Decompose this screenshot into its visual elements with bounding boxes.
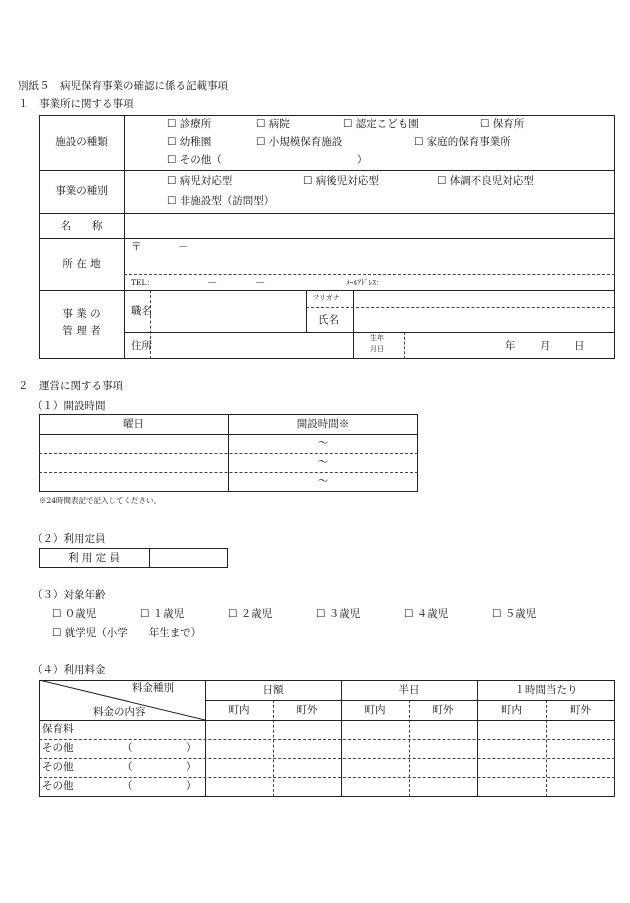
tel-dash-1: － (207, 277, 218, 289)
manager-label-1: 事 業 の (62, 308, 101, 320)
checkbox-sick-child[interactable]: ☐ 病児対応型 (167, 175, 233, 187)
hourly-header: １時間当たり (514, 684, 578, 696)
hourly-out-town: 町外 (570, 704, 591, 716)
hourly-in-town: 町内 (501, 704, 522, 716)
weekday-header: 曜日 (123, 418, 144, 430)
day-label: 日 (574, 340, 585, 352)
checkbox-family-childcare[interactable]: ☐ 家庭的保育事業所 (414, 136, 511, 148)
checkbox-age-1[interactable]: ☐ １歳児 (140, 608, 185, 620)
checkbox-school-age[interactable]: ☐ 就学児（小学 年生まで） (52, 627, 202, 639)
address-field[interactable] (190, 240, 610, 272)
month-label: 月 (540, 340, 551, 352)
fee-kind-header: 料金種別 (132, 682, 174, 694)
hours-tilde-2: ～ (317, 456, 329, 468)
hours-header: 開設時間※ (296, 418, 350, 430)
hours-note: ※24時間表記で記入してください。 (39, 496, 162, 505)
other-row-1-open: （ (122, 742, 133, 754)
other-paren-close: ） (357, 154, 368, 166)
hours-heading: （１）開設時間 (32, 400, 106, 412)
half-day-header: 半日 (398, 684, 420, 696)
name-label: 名 称 (60, 220, 103, 232)
daily-header: 日額 (262, 684, 284, 696)
capacity-heading: （２）利用定員 (32, 533, 106, 545)
section-2-heading: ２ 運営に関する事項 (18, 380, 123, 392)
residence-label: 住所 (131, 340, 152, 352)
tel-label: TEL： (131, 278, 154, 287)
residence-field[interactable] (152, 333, 352, 358)
person-name-label: 氏名 (318, 314, 339, 326)
half-in-town: 町内 (364, 704, 386, 716)
hours-tilde-1: ～ (317, 437, 329, 449)
checkbox-clinic[interactable]: ☐ 診療所 (167, 118, 212, 130)
checkbox-other[interactable]: ☐ その他（ (167, 154, 222, 166)
checkbox-small-nursery[interactable]: ☐ 小規模保育施設 (256, 136, 343, 148)
email-label: ﾒｰﾙｱﾄﾞﾚｽ： (346, 278, 384, 287)
daily-out-town: 町外 (296, 704, 318, 716)
capacity-field[interactable] (151, 549, 227, 567)
daily-in-town: 町内 (228, 704, 250, 716)
checkbox-age-2[interactable]: ☐ ２歳児 (228, 608, 273, 620)
birth-label-2: 月日 (370, 345, 384, 353)
checkbox-age-3[interactable]: ☐ ３歳児 (316, 608, 361, 620)
checkbox-hospital[interactable]: ☐ 病院 (256, 118, 290, 130)
other-row-1-close: ） (186, 742, 197, 754)
post-label: 職名 (131, 305, 152, 317)
business-type-label: 事業の種別 (55, 185, 108, 197)
manager-label-2: 管 理 者 (62, 325, 101, 337)
checkbox-age-0[interactable]: ☐ ０歳児 (52, 608, 97, 620)
half-out-town: 町外 (432, 704, 454, 716)
checkbox-age-5[interactable]: ☐ ５歳児 (492, 608, 537, 620)
name-field[interactable] (125, 214, 614, 237)
hours-tilde-3: ～ (317, 475, 329, 487)
section-1-heading: １ 事業所に関する事項 (18, 98, 134, 110)
postal-dash: － (178, 241, 189, 253)
checkbox-nursery[interactable]: ☐ 保育所 (480, 118, 525, 130)
furigana-label: フリガナ (312, 294, 340, 302)
other-row-2: その他 (42, 761, 74, 773)
age-heading: （３）対象年齢 (32, 589, 106, 601)
document-title: 別紙５ 病児保育事業の確認に係る記載事項 (18, 80, 228, 92)
facility-type-label: 施設の種類 (55, 136, 108, 148)
other-row-3: その他 (42, 780, 74, 792)
fee-content-header: 料金の内容 (93, 706, 146, 718)
checkbox-non-facility[interactable]: ☐ 非施設型（訪問型） (167, 195, 275, 207)
post-field[interactable] (152, 291, 304, 331)
other-row-2-open: （ (122, 761, 133, 773)
capacity-label: 利 用 定 員 (67, 552, 120, 564)
postal-mark: 〒 (131, 241, 142, 253)
checkbox-post-illness[interactable]: ☐ 病後児対応型 (303, 175, 379, 187)
fee-heading: （４）利用料金 (32, 664, 106, 676)
childcare-fee-row: 保育料 (42, 723, 74, 735)
birth-label-1: 生年 (370, 334, 384, 342)
checkbox-unwell-child[interactable]: ☐ 体調不良児対応型 (437, 175, 534, 187)
checkbox-age-4[interactable]: ☐ ４歳児 (404, 608, 449, 620)
other-row-3-close: ） (186, 780, 197, 792)
address-label: 所 在 地 (62, 258, 101, 270)
other-row-1: その他 (42, 742, 74, 754)
other-row-3-open: （ (122, 780, 133, 792)
checkbox-certified-kodomoen[interactable]: ☐ 認定こども園 (343, 118, 419, 130)
year-label: 年 (505, 340, 516, 352)
person-name-field[interactable] (355, 308, 613, 331)
other-row-2-close: ） (186, 761, 197, 773)
tel-dash-2: － (255, 277, 266, 289)
checkbox-kindergarten[interactable]: ☐ 幼稚園 (167, 136, 212, 148)
